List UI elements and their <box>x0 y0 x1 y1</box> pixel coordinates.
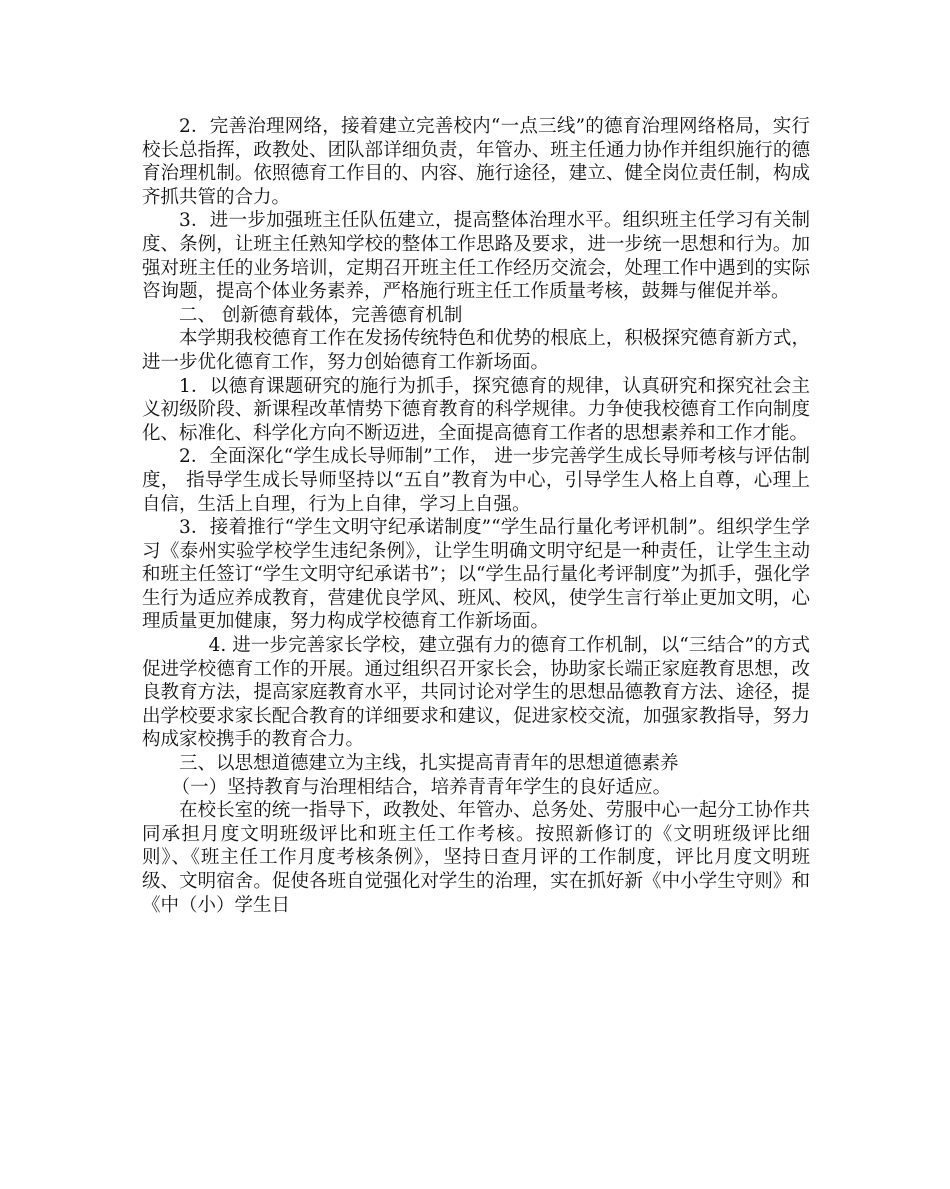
paragraph-civility-pledge: 3．接着推行“学生文明守纪承诺制度”“学生品行量化考评机制”。组织学生学习《泰州实验学校学生违纪条例》，让学生明确文明守纪是一种责任，让学生主动和班主任签订“学生文明守纪承诺书”；以“学生品行量化考评制度”为抓手，强化学生行为适应养成教育，营建优良学风、班风、校风，使学生言行举止更加文明，心理质量更加健康，努力构成学校德育工作新场面。 <box>142 517 810 633</box>
section-heading-3: 三、以思想道德建立为主线，扎实提高青青年的思想道德素养 <box>179 753 679 775</box>
paragraph-principal-guidance: 在校长室的统一指导下，政教处、年管办、总务处、劳服中心一起分工协作共同承担月度文明班级评比和班主任工作考核。按照新修订的《文明班级评比细则》、《班主任工作月度考核条例》，坚持日查月评的工作制度，评比月度文明班级、文明宿舍。促使各班自觉强化对学生的治理，实在抓好新《中小学生守则》和《中（小）学生日 <box>142 800 810 916</box>
paragraph-semester-intro: 本学期我校德育工作在发扬传统特色和优势的根底上，积极探究德育新方式，进一步优化德育工作，努力创始德育工作新场面。 <box>142 328 810 373</box>
paragraph-mentor-system: 2．全面深化“学生成长导师制”工作， 进一步完善学生成长导师考核与评估制度， 指导学生成长导师坚持以“五自”教育为中心，引导学生人格上自尊，心理上自信，生活上自理，行为上自律，学习上自强。 <box>142 446 810 515</box>
paragraph-parent-school: 4. 进一步完善家长学校，建立强有力的德育工作机制，以“三结合”的方式促进学校德育工作的开展。通过组织召开家长会，协助家长端正家庭教育思想，改良教育方法，提高家庭教育水平，共同讨论对学生的思想品德教育方法、途径，提出学校要求家长配合教育的详细要求和建议，促进家校交流，加强家教指导，努力构成家校携手的教育合力。 <box>142 635 810 751</box>
document-page <box>142 115 810 917</box>
subsection-heading-1: （一）坚持教育与治理相结合，培养青青年学生的良好适应。 <box>171 776 672 798</box>
section-heading-2: 二、 创新德育载体，完善德育机制 <box>179 304 463 326</box>
paragraph-research-project: 1．以德育课题研究的施行为抓手，探究德育的规律，认真研究和探究社会主义初级阶段、新课程改革情势下德育教育的科学规律。力争使我校德育工作向制度化、标准化、科学化方向不断迈进，全面提高德育工作者的思想素养和工作才能。 <box>142 375 810 444</box>
paragraph-head-teacher-team: 3．进一步加强班主任队伍建立，提高整体治理水平。组织班主任学习有关制度、条例，让班主任熟知学校的整体工作思路及要求，进一步统一思想和行为。加强对班主任的业务培训，定期召开班主任工作经历交流会，处理工作中遇到的实际咨询题，提高个体业务素养，严格施行班主任工作质量考核，鼓舞与催促并举。 <box>142 210 810 303</box>
paragraph-governance-network: 2．完善治理网络，接着建立完善校内“一点三线”的德育治理网络格局，实行校长总指挥，政教处、团队部详细负责，年管办、班主任通力协作并组织施行的德育治理机制。依照德育工作目的、内容、施行途径，建立、健全岗位责任制，构成齐抓共管的合力。 <box>142 116 810 208</box>
